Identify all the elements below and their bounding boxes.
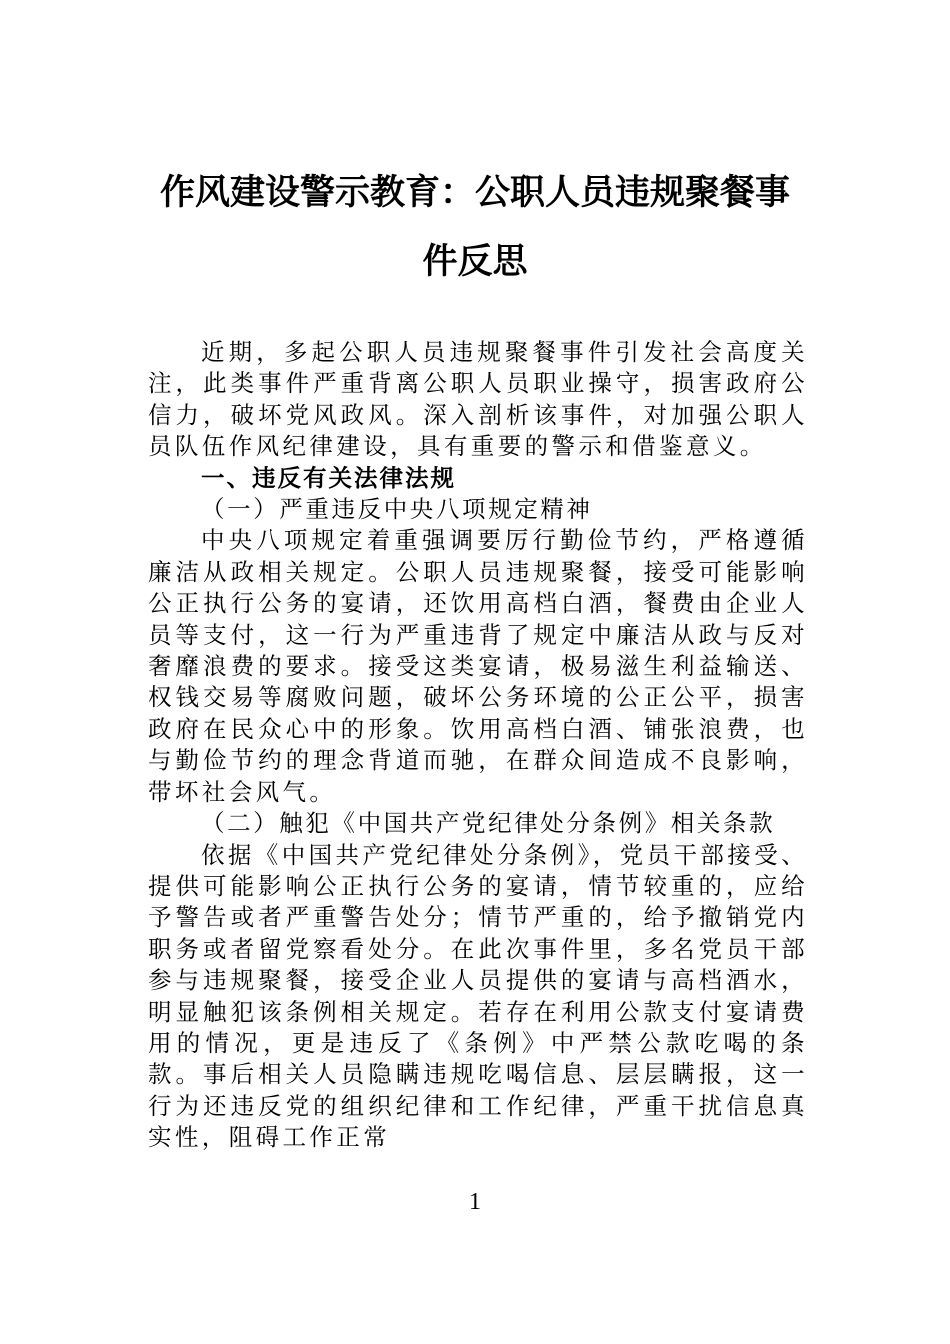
subsection-heading-1: （一）严重违反中央八项规定精神 [201,495,593,524]
subsection-heading-2: （二）触犯《中国共产党纪律处分条例》相关条款 [201,809,776,838]
section-heading: 一、违反有关法律法规 [201,463,456,492]
document-title-line-1: 作风建设警示教育：公职人员违规聚餐事 [159,172,790,213]
subsection-2-paragraph: 依据《中国共产党纪律处分条例》，党员干部接受、提供可能影响公正执行公务的宴请，情节较重的，应给予警告或者严重警告处分；情节严重的，给予撤销党内职务或者留党察看处分。在此次事件里，多名党员干部参与违规聚餐，接受企业人员提供的宴请与高档酒水，明显触犯该条例相关规定。若存在利用公款支付宴请费用的情况，更是违反了《条例》中严禁公款吃喝的条款。事后相关人员隐瞒违规吃喝信息、层层瞒报，这一行为还违反党的组织纪律和工作纪律，严重干扰信息真实性，阻碍工作正常 [148,840,808,1152]
document-title-line-2: 件反思 [422,241,528,282]
page-number: 1 [469,1189,481,1215]
subsection-1-paragraph: 中央八项规定着重强调要厉行勤俭节约，严格遵循廉洁从政相关规定。公职人员违规聚餐，接受可能影响公正执行公务的宴请，还饮用高档白酒，餐费由企业人员等支付，这一行为严重违背了规定中廉洁从政与反对奢靡浪费的要求。接受这类宴请，极易滋生利益输送、权钱交易等腐败问题，破坏公务环境的公正公平，损害政府在民众心中的形象。饮用高档白酒、铺张浪费，也与勤俭节约的理念背道而驰，在群众间造成不良影响，带坏社会风气。 [148,526,808,806]
document-body [148,337,808,1154]
intro-paragraph: 近期，多起公职人员违规聚餐事件引发社会高度关注，此类事件严重背离公职人员职业操守，损害政府公信力，破坏党风政风。深入剖析该事件，对加强公职人员队伍作风纪律建设，具有重要的警示和借鉴意义。 [148,338,808,461]
